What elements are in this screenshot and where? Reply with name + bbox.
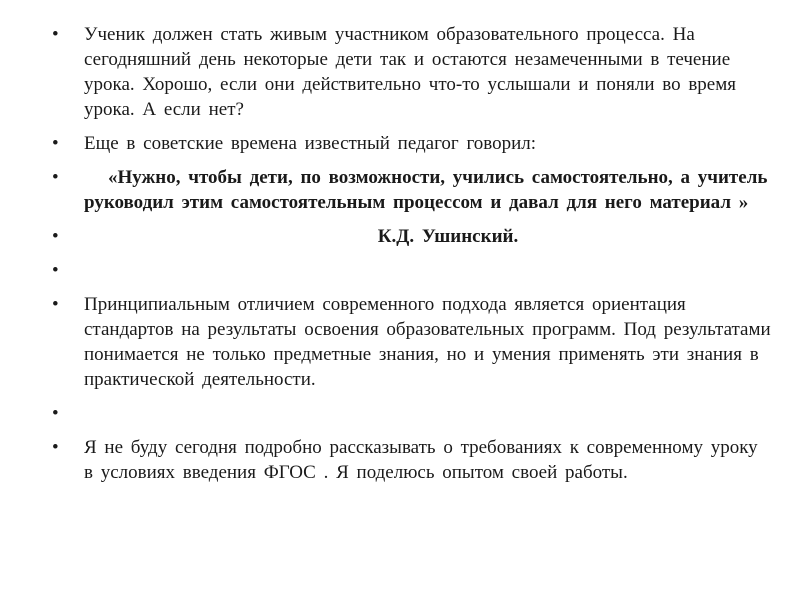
bullet-item-quote [52,165,772,215]
bullet-item-modern-approach [52,292,772,392]
bullet-text: Ученик должен стать живым участником образовательного процесса. На сегодняшний день некоторые дети так и остаются незамеченными в течение урока. Хорошо, если они действительно что-то услышали и поняли во время урока. А если нет? [84,24,736,120]
bullet-icon: • [52,133,59,154]
bullet-text: Я не буду сегодня подробно рассказывать о требованиях к современному уроку в условиях введения ФГОС . Я поделюсь опытом своей работы. [84,437,758,483]
bullet-list [52,22,772,494]
bullet-icon: • [52,403,59,424]
bullet-item-empty [52,401,772,426]
quote-text: «Нужно, чтобы дети, по возможности, учились самостоятельно, а учитель руководил этим самостоятельным процессом и давал для него материал » [84,167,768,213]
bullet-icon: • [52,260,59,281]
bullet-text: Принципиальным отличием современного подхода является ориентация стандартов на результаты освоения образовательных программ. Под результатами понимается не только предметные знания, но и умения применять эти знания в практической деятельности. [84,294,771,390]
bullet-icon: • [52,294,59,315]
bullet-item-soviet-times [52,131,772,156]
bullet-item-fgos [52,435,772,485]
bullet-text: Еще в советские времена известный педагог говорил: [84,133,537,154]
bullet-item-empty [52,258,772,283]
bullet-icon: • [52,226,59,247]
bullet-icon: • [52,24,59,45]
bullet-icon: • [52,167,59,188]
bullet-item-author [52,224,772,249]
bullet-item-student-participation [52,22,772,122]
quote-author: К.Д. Ушинский. [377,226,519,247]
bullet-icon: • [52,437,59,458]
